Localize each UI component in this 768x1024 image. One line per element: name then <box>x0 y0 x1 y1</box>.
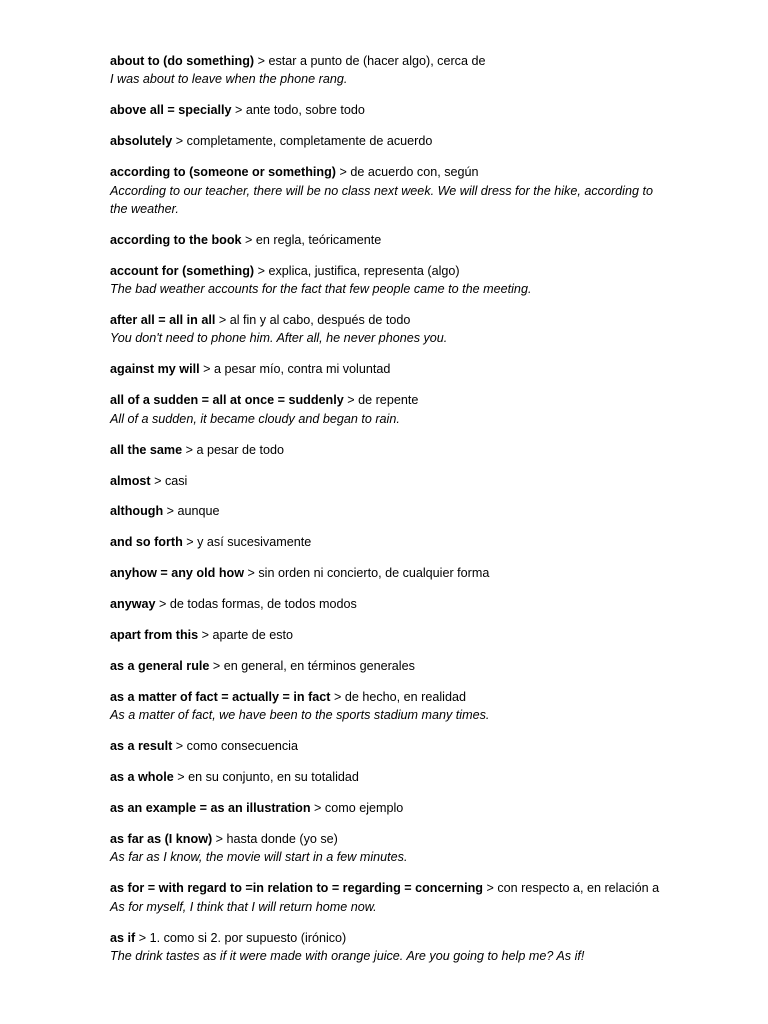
entry-example: As a matter of fact, we have been to the sports stadium many times. <box>110 708 490 723</box>
entry-translation: de hecho, en realidad <box>344 689 466 704</box>
entry-term: as an example = as an illustration <box>110 800 311 815</box>
entry-translation: hasta donde (yo se) <box>226 831 338 846</box>
glossary-entry <box>110 101 662 119</box>
glossary-entry <box>110 595 662 613</box>
glossary-entry <box>110 657 662 675</box>
entry-translation: al fin y al cabo, después de todo <box>229 313 411 328</box>
glossary-entry <box>110 688 662 725</box>
entry-translation: aunque <box>177 504 220 519</box>
entry-translation: de todas formas, de todos modos <box>169 597 357 612</box>
entry-separator: > <box>215 313 230 328</box>
glossary-entry <box>110 311 662 348</box>
entry-separator: > <box>212 831 227 846</box>
glossary-entry <box>110 879 662 916</box>
entry-headline <box>110 311 662 329</box>
entry-separator: > <box>163 504 178 519</box>
entry-term: anyway <box>110 597 156 612</box>
entry-translation: explica, justifica, representa (algo) <box>268 263 460 278</box>
entry-example: According to our teacher, there will be no class next week. We will dress for the hike, according to the weather. <box>110 183 653 216</box>
entry-example: All of a sudden, it became cloudy and began to rain. <box>110 411 400 426</box>
glossary-entry <box>110 929 662 966</box>
entry-translation: en general, en términos generales <box>223 658 415 673</box>
entry-separator: > <box>231 103 246 118</box>
glossary-entry <box>110 231 662 249</box>
entry-term: although <box>110 504 164 519</box>
entry-term: absolutely <box>110 134 173 149</box>
entry-term: almost <box>110 473 151 488</box>
entry-translation: como ejemplo <box>324 800 404 815</box>
glossary-entry <box>110 768 662 786</box>
entry-term: according to (someone or something) <box>110 165 337 180</box>
glossary-entry <box>110 626 662 644</box>
entry-headline <box>110 441 662 459</box>
entry-term: apart from this <box>110 628 199 643</box>
entry-separator: > <box>209 658 224 673</box>
entry-headline <box>110 163 662 181</box>
entry-separator: > <box>244 566 259 581</box>
entry-translation: de acuerdo con, según <box>350 165 479 180</box>
entry-headline <box>110 360 662 378</box>
entry-term: as a whole <box>110 770 174 785</box>
glossary-entry <box>110 52 662 89</box>
entry-headline <box>110 929 662 947</box>
entry-headline <box>110 262 662 280</box>
entry-separator: > <box>254 54 269 68</box>
entry-term: as a result <box>110 739 173 754</box>
entry-term: anyhow = any old how <box>110 566 244 581</box>
entry-term: against my will <box>110 362 200 377</box>
entry-term: after all = all in all <box>110 313 216 328</box>
entry-example: As for myself, I think that I will return home now. <box>110 899 377 914</box>
entry-separator: > <box>254 263 269 278</box>
entry-headline <box>110 688 662 706</box>
entry-separator: > <box>198 628 213 643</box>
glossary-entry <box>110 163 662 218</box>
glossary-entry <box>110 564 662 582</box>
entry-headline <box>110 52 662 70</box>
glossary-entry <box>110 360 662 378</box>
entry-headline <box>110 564 662 582</box>
entry-headline <box>110 626 662 644</box>
glossary-entry <box>110 502 662 520</box>
entry-term: account for (something) <box>110 263 255 278</box>
glossary-entry <box>110 830 662 867</box>
entry-translation: aparte de esto <box>212 628 294 643</box>
glossary-entry <box>110 799 662 817</box>
entry-headline <box>110 737 662 755</box>
entry-headline <box>110 502 662 520</box>
entry-term: all of a sudden = all at once = suddenly <box>110 393 344 408</box>
entry-example: The drink tastes as if it were made with orange juice. Are you going to help me? As if! <box>110 948 585 963</box>
entry-translation: ante todo, sobre todo <box>245 103 365 118</box>
entry-headline <box>110 472 662 490</box>
entry-separator: > <box>150 473 165 488</box>
entry-term: as a general rule <box>110 658 210 673</box>
glossary-entry <box>110 391 662 428</box>
entry-translation: y así sucesivamente <box>197 535 312 550</box>
entry-translation: con respecto a, en relación a <box>497 881 660 896</box>
entry-translation: a pesar mío, contra mi voluntad <box>213 362 391 377</box>
entry-headline <box>110 391 662 409</box>
entry-separator: > <box>330 689 345 704</box>
entry-example: As far as I know, the movie will start in a few minutes. <box>110 850 408 865</box>
entry-headline <box>110 799 662 817</box>
entry-term: as if <box>110 930 136 945</box>
entry-headline <box>110 231 662 249</box>
entry-separator: > <box>172 739 187 754</box>
entry-translation: estar a punto de (hacer algo), cerca de <box>268 54 486 68</box>
glossary-entry <box>110 262 662 299</box>
entry-separator: > <box>172 134 187 149</box>
entry-term: as for = with regard to =in relation to = regarding = concerning <box>110 881 483 896</box>
entry-translation: sin orden ni concierto, de cualquier forma <box>258 566 490 581</box>
entry-headline <box>110 768 662 786</box>
entry-example: You don't need to phone him. After all, he never phones you. <box>110 331 448 346</box>
entry-separator: > <box>155 597 170 612</box>
entry-term: as far as (I know) <box>110 831 213 846</box>
entry-separator: > <box>182 442 197 457</box>
entry-separator: > <box>336 165 351 180</box>
entry-term: all the same <box>110 442 183 457</box>
entry-translation: a pesar de todo <box>196 442 284 457</box>
entry-separator: > <box>199 362 214 377</box>
entry-example: I was about to leave when the phone rang. <box>110 72 348 87</box>
entry-headline <box>110 101 662 119</box>
entry-headline <box>110 595 662 613</box>
glossary-entry <box>110 737 662 755</box>
glossary-entry <box>110 132 662 150</box>
entry-separator: > <box>310 800 325 815</box>
entry-term: according to the book <box>110 232 242 247</box>
entry-separator: > <box>343 393 359 408</box>
entry-term: about to (do something) <box>110 54 255 68</box>
entry-separator: > <box>483 881 498 896</box>
entry-term: above all = specially <box>110 103 232 118</box>
entry-translation: completamente, completamente de acuerdo <box>186 134 433 149</box>
entry-separator: > <box>173 770 189 785</box>
entry-translation: en su conjunto, en su totalidad <box>188 770 359 785</box>
glossary-entry <box>110 441 662 459</box>
entry-separator: > <box>135 930 150 945</box>
entry-translation: 1. como si 2. por supuesto (irónico) <box>149 930 347 945</box>
entry-translation: de repente <box>358 393 419 408</box>
entry-separator: > <box>241 232 256 247</box>
entry-translation: en regla, teóricamente <box>255 232 382 247</box>
glossary-entry <box>110 533 662 551</box>
entry-translation: como consecuencia <box>186 739 298 754</box>
entry-separator: > <box>182 535 198 550</box>
glossary-entry <box>110 472 662 490</box>
entry-headline <box>110 657 662 675</box>
entry-term: and so forth <box>110 535 183 550</box>
entry-headline <box>110 132 662 150</box>
entry-headline <box>110 830 662 848</box>
entry-example: The bad weather accounts for the fact that few people came to the meeting. <box>110 282 532 297</box>
entry-headline <box>110 533 662 551</box>
entry-headline <box>110 879 662 897</box>
entry-term: as a matter of fact = actually = in fact <box>110 689 331 704</box>
glossary-document <box>110 52 662 978</box>
entry-translation: casi <box>164 473 188 488</box>
